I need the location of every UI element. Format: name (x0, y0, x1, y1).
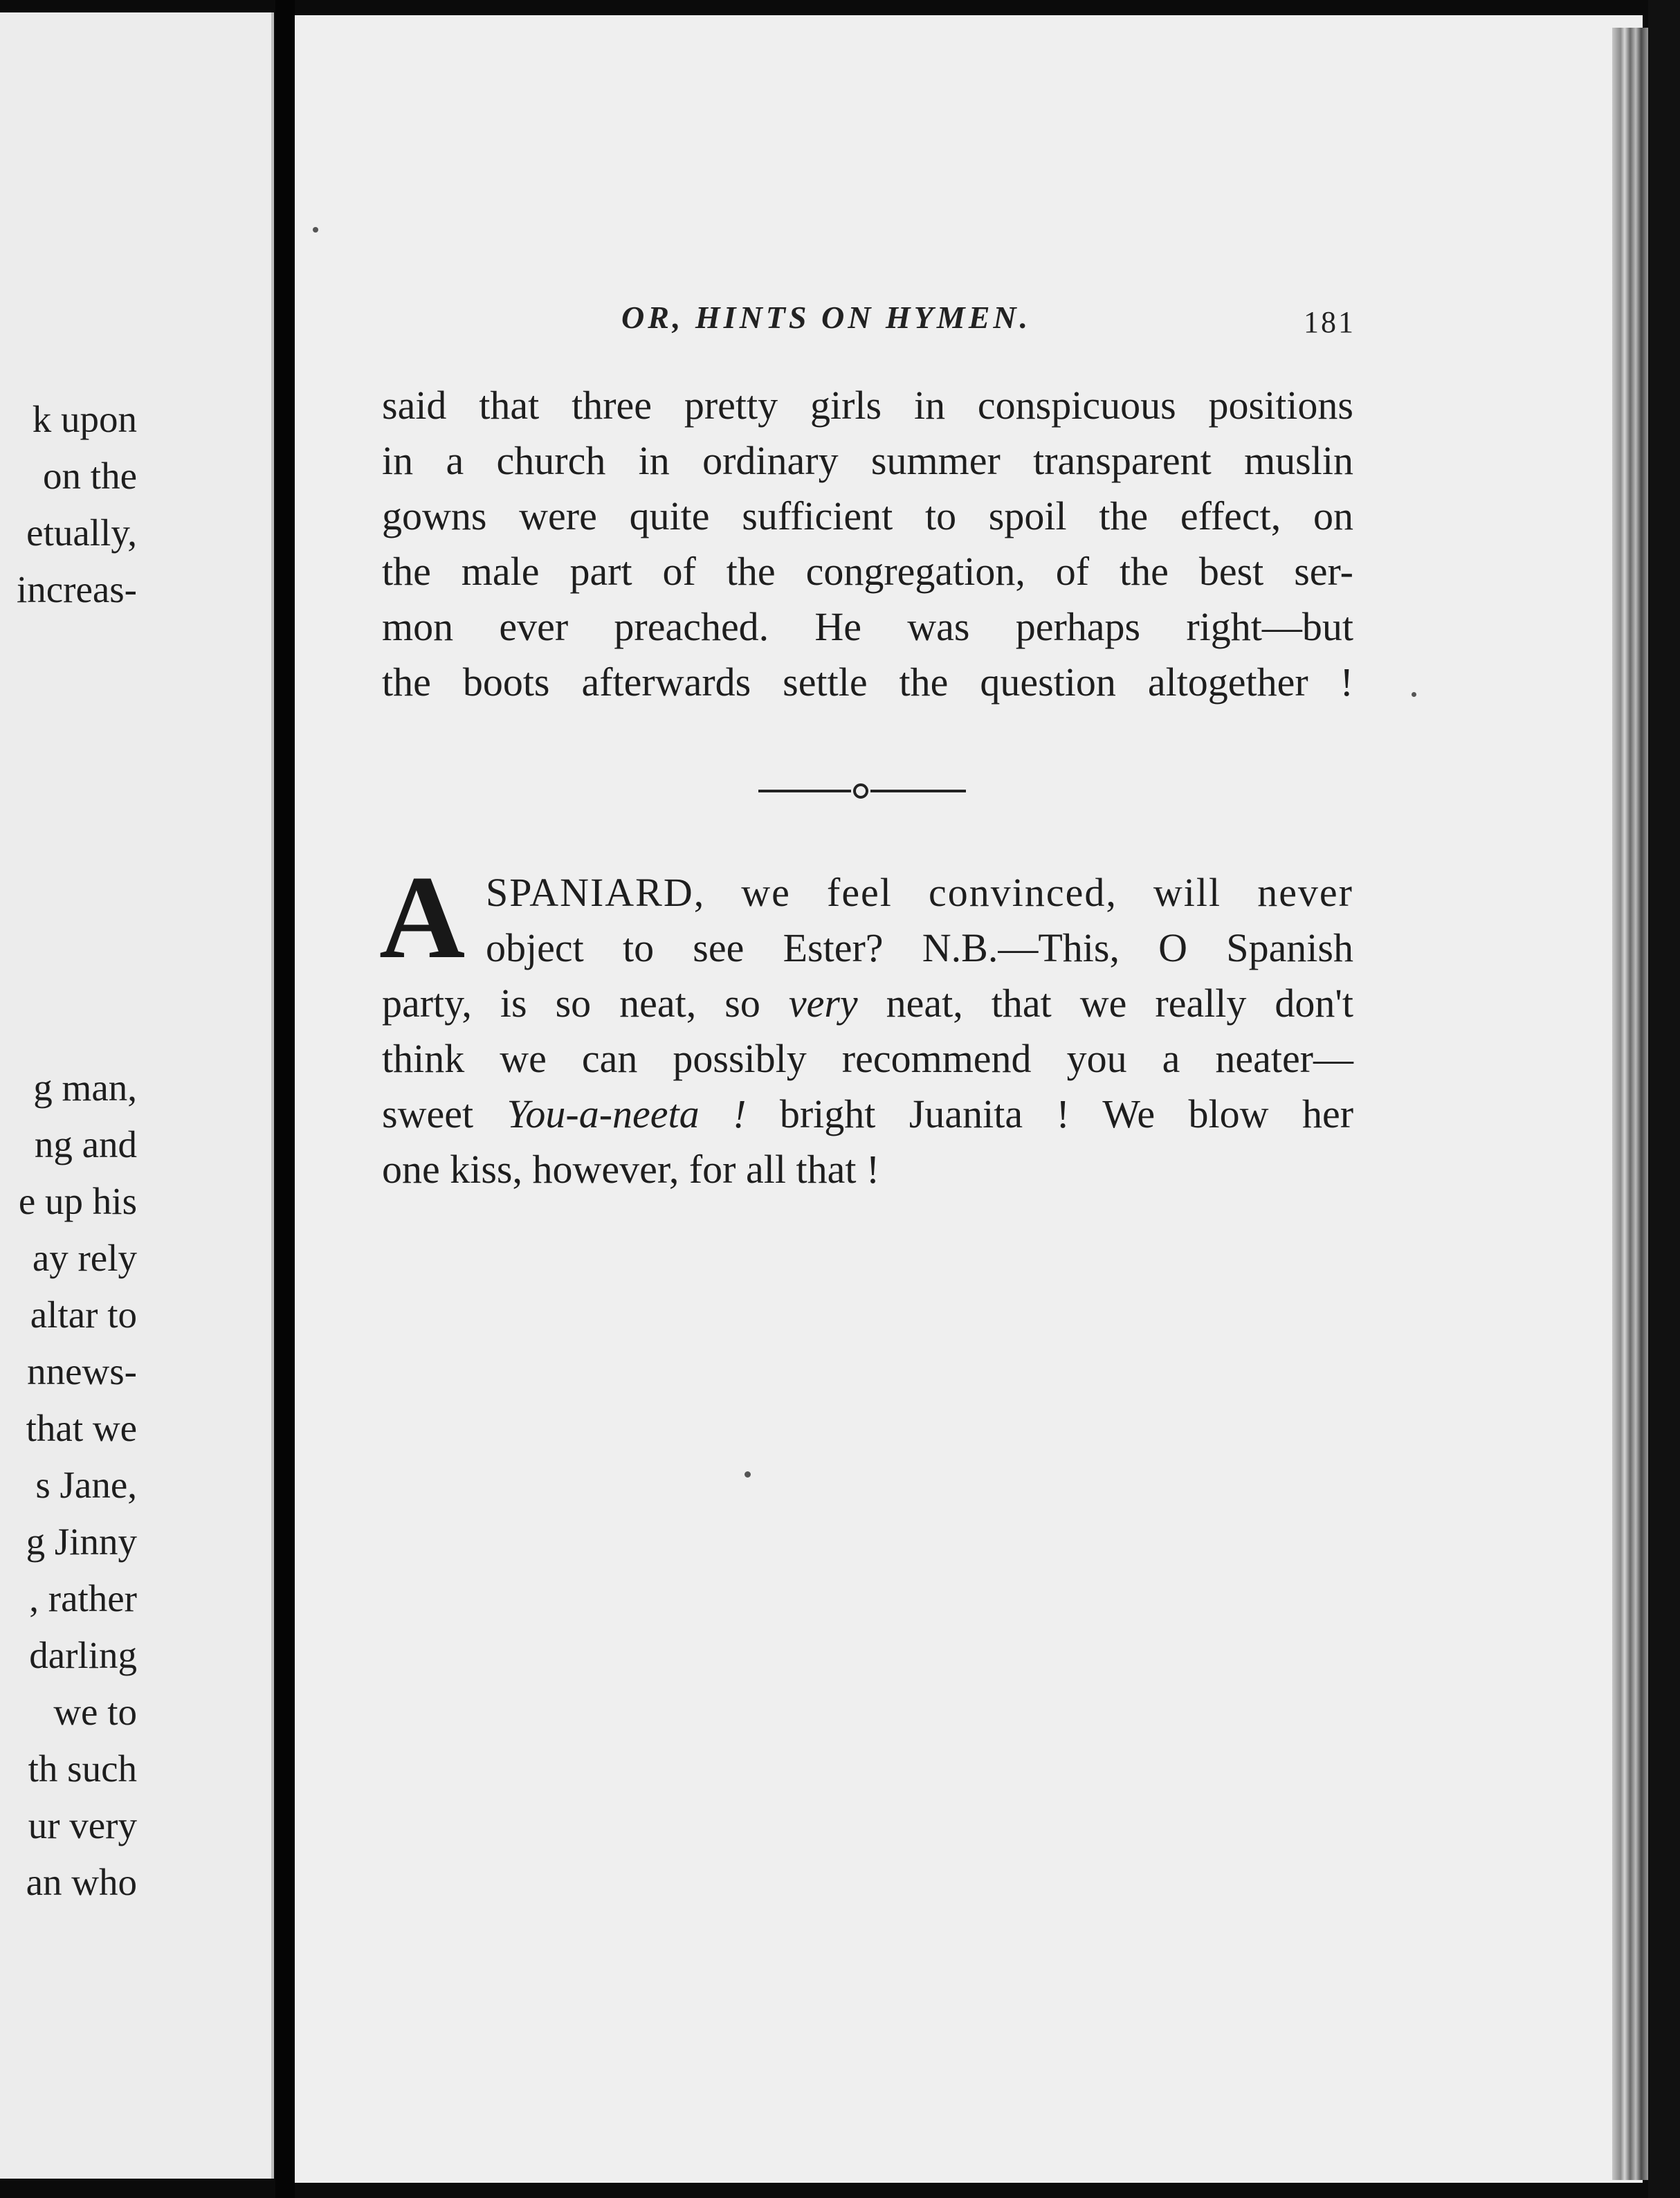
text-line: said that three pretty girls in conspicuous positions (382, 383, 1353, 428)
text-line: SPANIARD, we feel convinced, will never (486, 870, 1353, 915)
left-page-text-fragment: altar to (30, 1293, 137, 1336)
left-page-text-fragment: g man, (33, 1066, 137, 1109)
left-page-text-fragment: nnews- (27, 1350, 137, 1392)
running-head: OR, HINTS ON HYMEN. (621, 300, 1032, 335)
left-page-text-fragment: g Jinny (26, 1520, 137, 1563)
left-page-text-fragment: ur very (28, 1804, 137, 1846)
left-page-text-fragment: s Jane, (35, 1464, 137, 1506)
text-segment: party, is so neat, so (382, 981, 789, 1026)
paragraph-continued (382, 378, 1353, 710)
emphasis: You-a-neeta ! (506, 1091, 747, 1136)
left-page-text-fragment: increas- (16, 568, 137, 610)
text-line: gowns were quite sufficient to spoil the effect, on (382, 493, 1353, 538)
paragraph-spaniard (382, 865, 1353, 1197)
left-page-text-fragment: ay rely (32, 1237, 137, 1279)
left-page-text-fragment: etually, (26, 511, 137, 554)
text-line: one kiss, however, for all that ! (382, 1147, 880, 1192)
section-divider (758, 781, 966, 801)
book-gutter (275, 0, 295, 2198)
text-line: mon ever preached. He was perhaps right—but (382, 604, 1353, 649)
drop-cap: A (379, 852, 466, 983)
emphasis: very (788, 981, 858, 1026)
text-segment: neat, that we really don't (857, 981, 1353, 1026)
left-page-text-fragment: e up his (18, 1180, 137, 1222)
page-number: 181 (1304, 305, 1355, 339)
paper-speck (1412, 692, 1416, 697)
left-page-text-fragment: ng and (34, 1123, 137, 1165)
previous-page (0, 12, 274, 2179)
paper-speck (745, 1471, 751, 1478)
left-page-text-fragment: we to (53, 1691, 137, 1733)
page-edge-stack (1612, 28, 1648, 2180)
left-page-text-fragment: th such (28, 1747, 137, 1790)
text-line (382, 976, 1353, 1031)
text-line: think we can possibly recommend you a neater— (382, 1036, 1353, 1081)
paper-speck (313, 227, 318, 233)
text-line: in a church in ordinary summer transparent muslin (382, 438, 1353, 483)
scan-border (1648, 0, 1680, 2198)
left-page-text-fragment: darling (29, 1634, 137, 1676)
text-segment: bright Juanita ! We blow her (746, 1091, 1354, 1136)
left-page-text-fragment: , rather (29, 1577, 137, 1619)
text-line (382, 1087, 1353, 1142)
left-page-text-fragment: that we (26, 1407, 137, 1449)
text-segment: sweet (382, 1091, 507, 1136)
text-line: the male part of the congregation, of the best ser- (382, 549, 1353, 594)
left-page-text-fragment: an who (26, 1861, 137, 1903)
text-line: the boots afterwards settle the question altogether ! (382, 660, 1353, 705)
left-page-text-fragment: k upon (32, 398, 137, 440)
left-page-text-fragment: on the (43, 455, 137, 497)
text-line: object to see Ester? N.B.—This, O Spanish (486, 925, 1353, 970)
